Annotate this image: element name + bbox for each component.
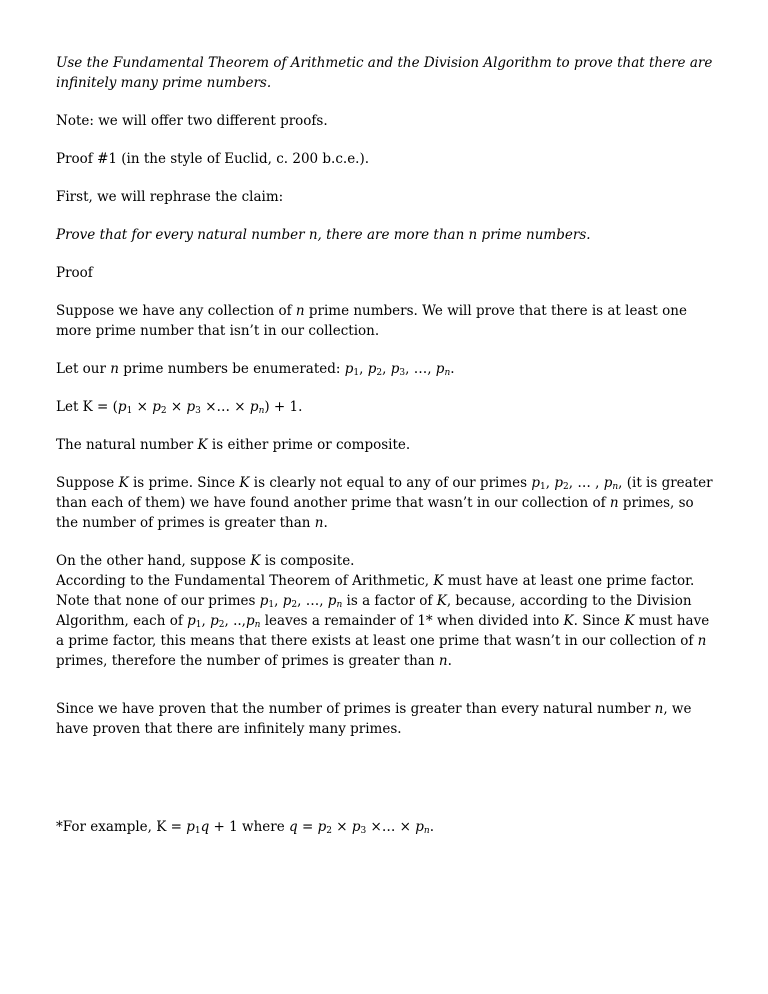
footnote: *For example, $K = p_1q + 1$ where $q = p_2 \times p_3$ ×… × $p_n$. xyxy=(56,819,435,836)
paragraph-k-composite: On the other hand, suppose K is composite. According to the Fundamental Theorem of Arithmetic, K must have at least one prime factor. Note that none of our primes $p_1$, $p_2$, …, $p_n$ is a factor of K, because, according to the Division Algorithm, each of $p_1$, $p_2$, $..,p_n$ leaves a remainder of 1* when divided into K. Since K must have a prime factor, this means that there exists at least one prime that wasn’t in our collection of n primes, therefore the number of primes is greater than n. xyxy=(56,553,710,669)
rephrase-intro: First, we will rephrase the claim: xyxy=(56,189,284,205)
paragraph-enumerate: Let our n prime numbers be enumerated: $p_1$, $p_2$, $p_3$, …, $p_n$. xyxy=(56,361,455,378)
proof-label: Proof xyxy=(56,265,93,281)
claim: Prove that for every natural number n, there are more than n prime numbers. xyxy=(56,227,591,243)
paragraph-suppose-collection: Suppose we have any collection of n prime numbers. We will prove that there is at least one more prime number that isn’t in our collection. xyxy=(56,303,687,339)
note: Note: we will offer two different proofs. xyxy=(56,113,328,129)
conclusion: Since we have proven that the number of primes is greater than every natural number n, we have proven that there are infinitely many primes. xyxy=(56,701,692,737)
paragraph-prime-or-composite: The natural number K is either prime or composite. xyxy=(56,437,411,453)
document-page xyxy=(56,53,716,855)
paragraph-define-k: Let $K = (p_1 \times p_2 \times p_3$ ×… × $p_n) + 1$. xyxy=(56,399,303,416)
problem-statement: Use the Fundamental Theorem of Arithmetic and the Division Algorithm to prove that there are infinitely many prime numbers. xyxy=(56,55,713,91)
proof1-title: Proof #1 (in the style of Euclid, c. 200 b.c.e.). xyxy=(56,151,370,167)
paragraph-k-prime: Suppose K is prime. Since K is clearly not equal to any of our primes $p_1$, $p_2$, … , $p_n$, (it is greater than each of them) we have found another prime that wasn’t in our collection of n primes, so the number of primes is greater than n. xyxy=(56,475,713,531)
